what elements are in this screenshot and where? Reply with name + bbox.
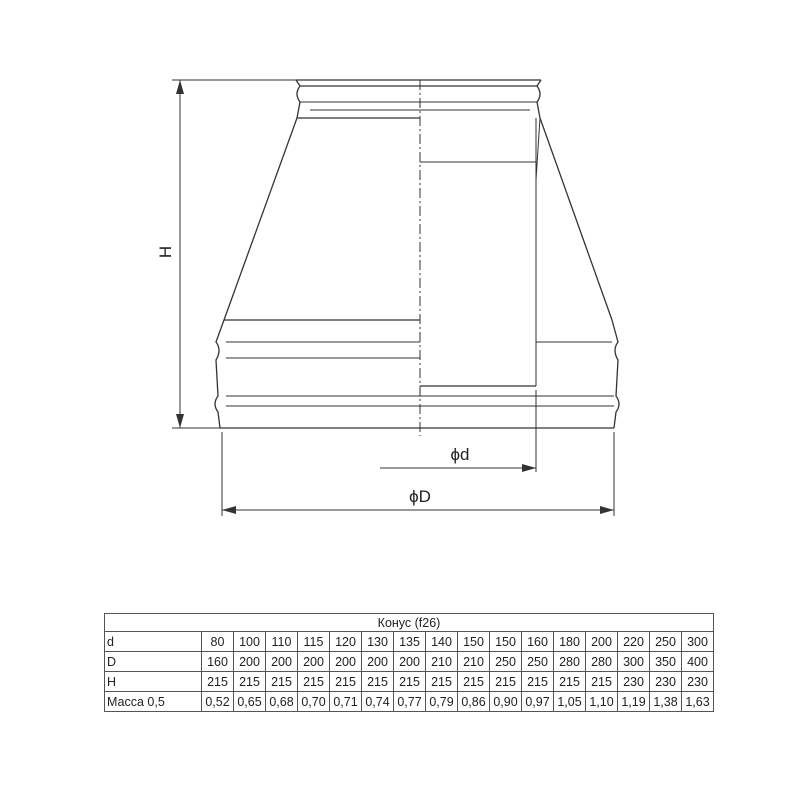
table-cell: 135: [394, 632, 426, 652]
table-cell: 180: [554, 632, 586, 652]
table-cell: 160: [202, 652, 234, 672]
table-cell: 230: [618, 672, 650, 692]
table-cell: 0,79: [426, 692, 458, 712]
table-caption-row: [105, 614, 714, 632]
table-cell: 0,77: [394, 692, 426, 712]
table-cell: 230: [650, 672, 682, 692]
table-cell: 280: [554, 652, 586, 672]
table-cell: 200: [394, 652, 426, 672]
table-cell: 280: [586, 652, 618, 672]
table-cell: 215: [394, 672, 426, 692]
table-cell: 250: [650, 632, 682, 652]
table-cell: 1,10: [586, 692, 618, 712]
row-label: Масса 0,5: [105, 692, 202, 712]
table-cell: 215: [234, 672, 266, 692]
table-cell: 215: [490, 672, 522, 692]
table-cell: 215: [458, 672, 490, 692]
row-label: H: [105, 672, 202, 692]
table-cell: 110: [266, 632, 298, 652]
table-cell: 0,74: [362, 692, 394, 712]
table-cell: 0,86: [458, 692, 490, 712]
spec-table: [104, 613, 714, 712]
table-cell: 200: [362, 652, 394, 672]
top-sleeve: [296, 80, 541, 118]
table-cell: 400: [682, 652, 714, 672]
table-cell: 0,90: [490, 692, 522, 712]
table-cell: 215: [586, 672, 618, 692]
table-cell: 0,52: [202, 692, 234, 712]
table-cell: 0,71: [330, 692, 362, 712]
table-cell: 215: [426, 672, 458, 692]
table-cell: 130: [362, 632, 394, 652]
height-dimension: [172, 80, 296, 428]
table-cell: 1,19: [618, 692, 650, 712]
table-cell: 200: [298, 652, 330, 672]
table-row: [105, 632, 714, 652]
table-cell: 210: [458, 652, 490, 672]
inner-pipe: [420, 118, 612, 386]
row-label: D: [105, 652, 202, 672]
table-cell: 0,68: [266, 692, 298, 712]
table-caption: Конус (f26): [105, 614, 714, 632]
table-cell: 200: [330, 652, 362, 672]
table-cell: 0,70: [298, 692, 330, 712]
table-cell: 300: [618, 652, 650, 672]
table-cell: 140: [426, 632, 458, 652]
table-cell: 150: [458, 632, 490, 652]
table-row: [105, 652, 714, 672]
table-cell: 220: [618, 632, 650, 652]
table-cell: 0,65: [234, 692, 266, 712]
table-cell: 210: [426, 652, 458, 672]
table-cell: 250: [490, 652, 522, 672]
table-cell: 150: [490, 632, 522, 652]
table-cell: 215: [362, 672, 394, 692]
small-diameter-label: ϕd: [450, 445, 470, 464]
table-cell: 215: [522, 672, 554, 692]
table-cell: 200: [234, 652, 266, 672]
table-cell: 1,63: [682, 692, 714, 712]
table-cell: 215: [202, 672, 234, 692]
table-cell: 230: [682, 672, 714, 692]
table-cell: 1,05: [554, 692, 586, 712]
large-diameter-label: ϕD: [409, 487, 431, 506]
bottom-sleeve: [215, 320, 619, 428]
table-cell: 250: [522, 652, 554, 672]
table-cell: 215: [330, 672, 362, 692]
cone-body: [224, 118, 612, 320]
table-row: [105, 672, 714, 692]
height-label: H: [156, 245, 175, 259]
table-cell: 200: [266, 652, 298, 672]
table-cell: 115: [298, 632, 330, 652]
table-cell: 160: [522, 632, 554, 652]
table-cell: 80: [202, 632, 234, 652]
table-cell: 0,97: [522, 692, 554, 712]
table-cell: 215: [266, 672, 298, 692]
table-cell: 200: [586, 632, 618, 652]
table-cell: 215: [554, 672, 586, 692]
table-cell: 1,38: [650, 692, 682, 712]
table-cell: 215: [298, 672, 330, 692]
table-cell: 100: [234, 632, 266, 652]
table-cell: 350: [650, 652, 682, 672]
table-cell: 300: [682, 632, 714, 652]
row-label: d: [105, 632, 202, 652]
table-cell: 120: [330, 632, 362, 652]
table-row: [105, 692, 714, 712]
